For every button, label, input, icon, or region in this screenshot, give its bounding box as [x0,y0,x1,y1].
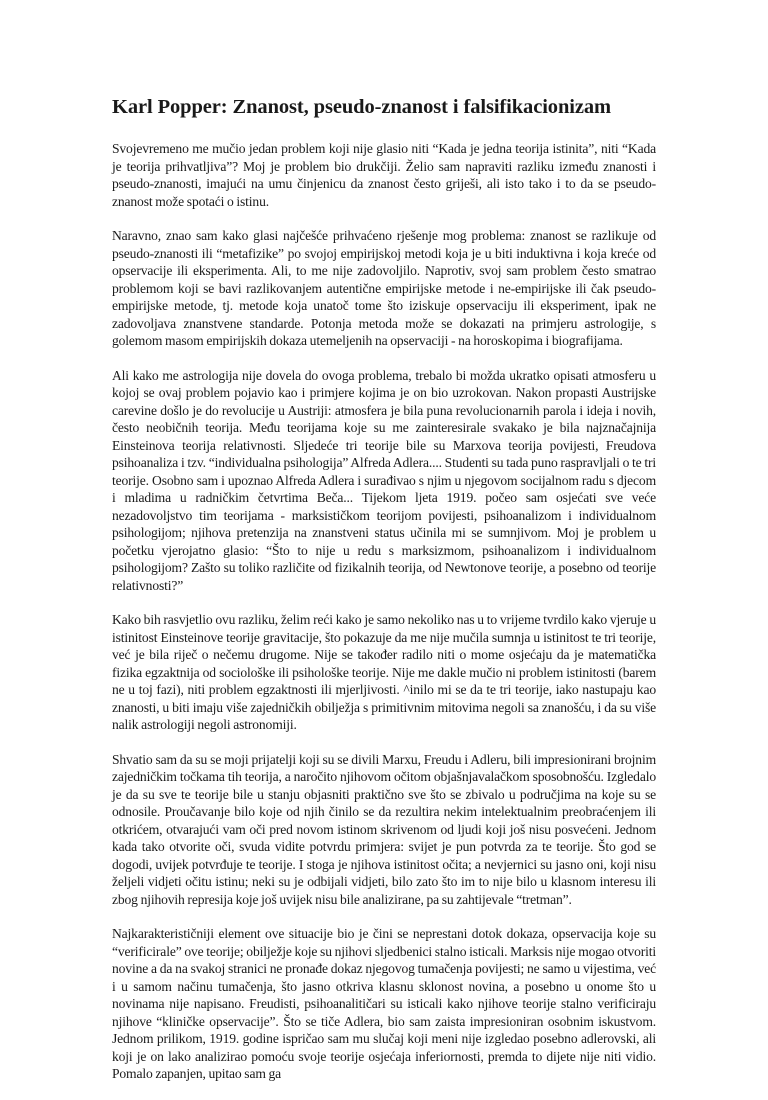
paragraph-5: Shvatio sam da su se moji prijatelji koji su se divili Marxu, Freudu i Adleru, bili impresionirani brojnim zajedničkim točkama tih teorija, a naročito njihovom očitom objašnjavalačkom sposobnošću. Izgledalo je da su sve te teorije bile u stanju objasniti praktično sve što se zbivalo u područjima na koje su se odnosile. Proučavanje bilo koje od njih činilo se da rezultira nekim intelektualnim preobraćenjem ili otkrićem, otvarajući vam oči pred novom istinom skrivenom od ljudi koji još nisu posvećeni. Jednom kada tako otvorite oči, svuda vidite potvrdu primjera: svijet je pun potvrda za te teorije. Što god se dogodi, uvijek potvrđuje te teorije. I stoga je njihova istinitost očita; a nevjernici su jasno oni, koji nisu željeli vidjeti očitu istinu; neki su je odbijali vidjeti, bilo zato što im to nije bilo u klasnom interesu ili zbog njihovih represija koje još uvijek nisu bile analizirane, pa su zahtijevale “tretman”. [112,751,656,907]
document-title: Karl Popper: Znanost, pseudo-znanost i falsifikacionizam [112,96,611,118]
paragraph-1: Svojevremeno me mučio jedan problem koji nije glasio niti “Kada je jedna teorija istinita”, niti “Kada je teorija prihvatljiva”? Moj je problem bio drukčiji. Želio sam napraviti razliku između znanosti i pseudo-znanosti, imajući na umu činjenicu da znanost često griješi, ali isto tako i to da se pseudo-znanost može spotaći o istinu. [112,141,656,209]
paragraph-6: Najkarakterističniji element ove situacije bio je čini se neprestani dotok dokaza, opservacija koje su “verificirale” ove teorije; obilježje koje su njihovi sljedbenici stalno isticali. Marksis nije mogao otvoriti novine a da na svakoj stranici ne pronađe dokaz njegovog tumačenja povijesti; ne samo u vijestima, već i u samom načinu tumačenja, što jasno otkriva klasnu sklonost novina, a posebno u onome što u novinama nije napisano. Freudisti, psihoanalitičari su isticali kako njihove teorije stalno verificiraju njihove “kliničke opservacije”. Što se tiče Adlera, bio sam zaista impresioniran osobnim iskustvom. Jednom prilikom, 1919. godine ispričao sam mu slučaj koji meni nije izgledao posebno adlerovski, ali koji je on lako analizirao pomoću svoje teorije osjećaja inferiornosti, premda to dijete nije niti vidio. Pomalo zapanjen, upitao sam ga [112,926,657,1081]
paragraph-3: Ali kako me astrologija nije dovela do ovoga problema, trebalo bi možda ukratko opisati atmosferu u kojoj se ovaj problem pojavio kao i primjere kojima je on bio uzrokovan. Nakon propasti Austrijske carevine došlo je do revolucije u Austriji: atmosfera je bila puna revolucionarnih parola i ideja i novih, često neobičnih teorija. Među teorijama koje su me zainteresirale svakako je bila najznačajnija Einsteinova teorija relativnosti. Sljedeće tri teorije bile su Marxova teorija povijesti, Freudova psihoanaliza i tzv. “individualna psihologija” Alfreda Adlera.... Studenti su tada puno raspravljali o te tri teorije. Osobno sam i upoznao Alfreda Adlera i surađivao s njim u njegovom socijalnom radu s djecom i mladima u radničkim četvrtima Beča... Tijekom ljeta 1919. počeo sam osjećati sve veće nezadovoljstvo tim teorijama - marksističkom teorijom povijesti, psihoanalizom i individualnom psihologijom; njihova pretenzija na znanstveni status učinila mi se sumnjivom. Moj je problem u početku vjerojatno glasio: “Što to nije u redu s marksizmom, psihoanalizom i individualnom psihologijom? Zašto su toliko različite od fizikalnih teorija, od Newtonove teorije, a posebno od teorije relativnosti?” [112,367,656,593]
paragraph-2: Naravno, znao sam kako glasi najčešće prihvaćeno rješenje mog problema: znanost se razlikuje od pseudo-znanosti ili “metafizike” po svojoj empirijskoj metodi koja je u biti induktivna i koja kreće od opservacije ili eksperimenta. Ali, to me nije zadovoljilo. Naprotiv, svoj sam problem često smatrao problemom koji se bavi razlikovanjem autentične empirijske metode i ne-empirijske ili čak pseudo-empirijske metode, tj. metode koja unatoč tome što iziskuje opservaciju ili eksperiment, ipak ne zadovoljava znanstvene standarde. Potonja metoda može se dokazati na primjeru astrologije, s golemom masom empirijskih dokaza utemeljenih na opservaciji - na horoskopima i biografijama. [112,228,656,348]
document-body [112,94,656,1100]
paragraph-4: Kako bih rasvjetlio ovu razliku, želim reći kako je samo nekoliko nas u to vrijeme tvrdilo kako vjeruje u istinitost Einsteinove teorije gravitacije, što pokazuje da me nije mučila sumnja u istinitost te tri teorije, već je bila riječ o nečemu drugome. Nije se također radilo niti o mome osjećaju da je matematička fizika egzaktnija od sociološke ili psihološke teorije. Nije me dakle mučio ni problem istinitosti (barem ne u toj fazi), niti problem egzaktnosti ili mjerljivosti. ^inilo mi se da te tri teorije, iako nastupaju kao znanosti, u biti imaju više zajedničkih obilježja s primitivnim mitovima negoli sa znanošću, i da su više nalik astrologiji negoli astronomiji. [112,612,656,732]
